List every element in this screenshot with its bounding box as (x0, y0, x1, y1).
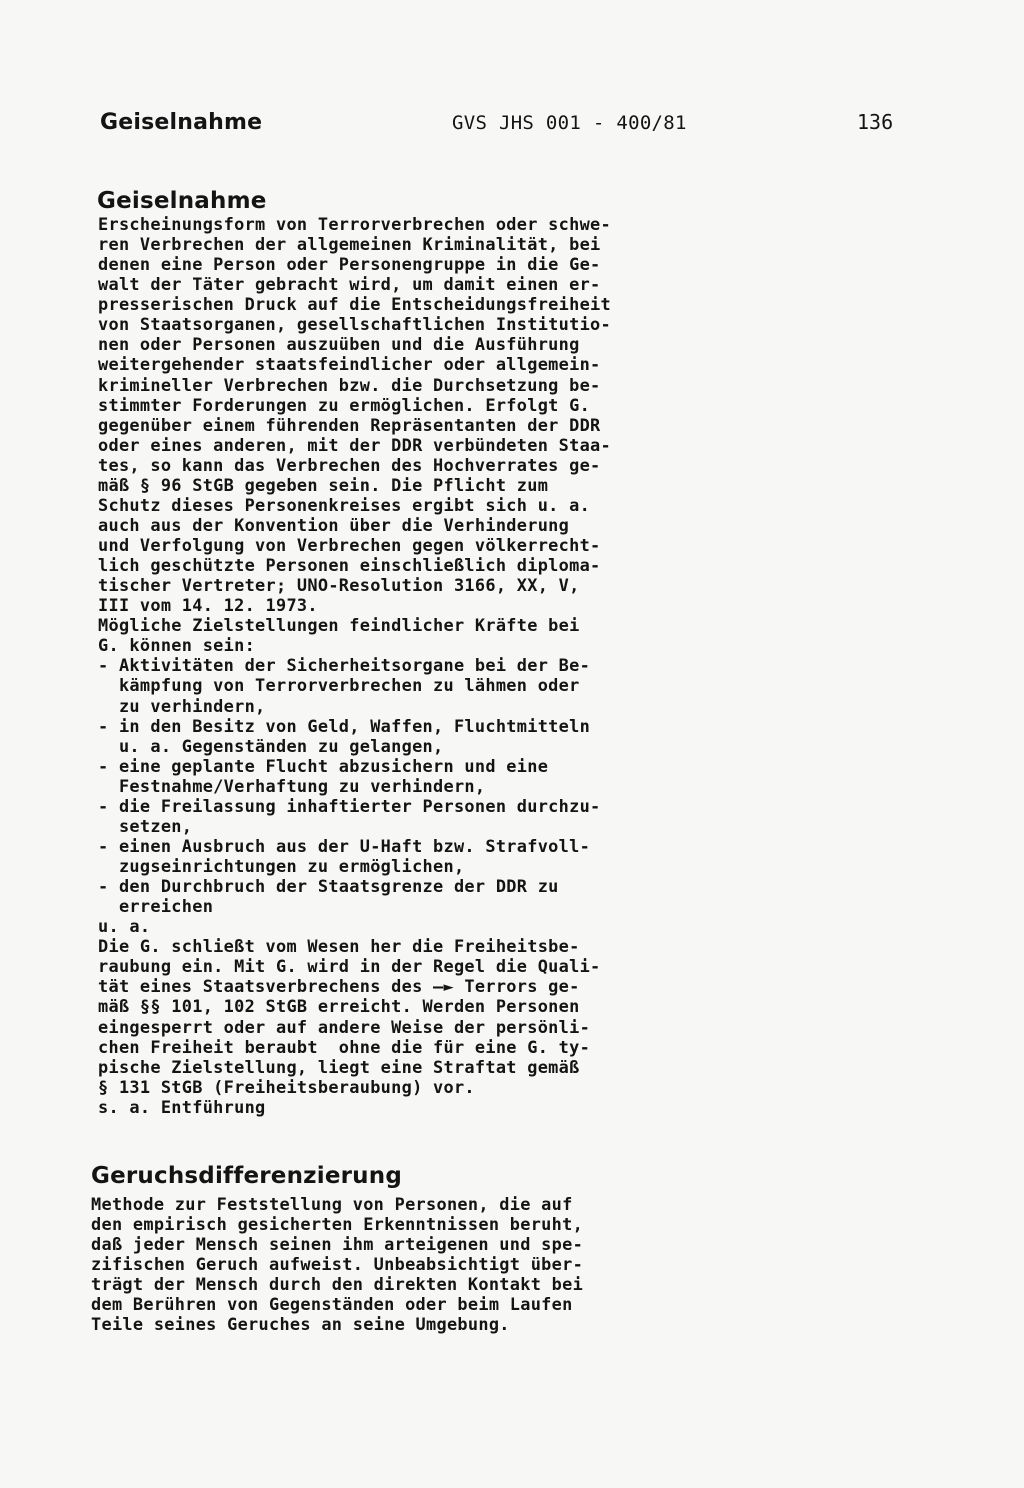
text-line: Festnahme/Verhaftung zu verhindern, (98, 775, 486, 796)
text-line: u. a. Gegenständen zu gelangen, (98, 735, 444, 756)
text-line: § 131 StGB (Freiheitsberaubung) vor. (98, 1076, 475, 1097)
text-line: Die G. schließt vom Wesen her die Freiheitsbe- (98, 936, 580, 957)
text-line: nen oder Personen auszuüben und die Ausführung (98, 334, 580, 355)
text-line: tes, so kann das Verbrechen des Hochverrates ge- (98, 454, 601, 475)
text-line: tät eines Staatsverbrechens des —► Terrors ge- (98, 976, 580, 997)
text-line: oder eines anderen, mit der DDR verbündeten Staa- (98, 434, 611, 455)
text-line: Mögliche Zielstellungen feindlicher Kräfte bei (98, 615, 580, 636)
text-line: von Staatsorganen, gesellschaftlichen Institutio- (98, 314, 611, 335)
text-line: krimineller Verbrechen bzw. die Durchsetzung be- (98, 374, 601, 395)
text-line: gegenüber einem führenden Repräsentanten der DDR (98, 414, 601, 435)
text-line: stimmter Forderungen zu ermöglichen. Erfolgt G. (98, 394, 591, 415)
text-line: dem Berühren von Gegenständen oder beim Laufen (91, 1294, 573, 1315)
text-line: raubung ein. Mit G. wird in der Regel die Quali- (98, 956, 601, 977)
text-line: - Aktivitäten der Sicherheitsorgane bei der Be- (98, 655, 591, 676)
text-line: - die Freilassung inhaftierter Personen durchzu- (98, 795, 601, 816)
text-line: eingesperrt oder auf andere Weise der persönli- (98, 1016, 591, 1037)
text-line: - eine geplante Flucht abzusichern und eine (98, 755, 549, 776)
text-line: denen eine Person oder Personengruppe in die Ge- (98, 254, 601, 275)
entry-body (98, 214, 611, 1117)
text-line: weitergehender staatsfeindlicher oder allgemein- (98, 354, 601, 375)
text-line: zifischen Geruch aufweist. Unbeabsichtigt über- (91, 1254, 584, 1275)
text-line: zugseinrichtungen zu ermöglichen, (98, 856, 465, 876)
text-line: Schutz dieses Personenkreises ergibt sich u. a. (98, 494, 591, 515)
text-line: u. a. (98, 916, 151, 937)
text-line: III vom 14. 12. 1973. (98, 595, 318, 616)
entry-title: Geruchsdifferenzierung (91, 1163, 402, 1189)
text-line: daß jeder Mensch seinen ihm arteigenen und spe- (91, 1234, 584, 1255)
text-line: Teile seines Geruches an seine Umgebung. (91, 1314, 510, 1335)
page-number: 136 (857, 110, 894, 134)
text-line: zu verhindern, (98, 695, 266, 716)
text-line: - in den Besitz von Geld, Waffen, Fluchtmitteln (98, 715, 591, 736)
text-line: und Verfolgung von Verbrechen gegen völkerrecht- (98, 535, 601, 555)
text-line: Erscheinungsform von Terrorverbrechen oder schwe- (98, 214, 611, 234)
header-document-code: GVS JHS 001 - 400/81 (452, 112, 687, 134)
text-line: tischer Vertreter; UNO-Resolution 3166, XX, V, (98, 575, 580, 596)
text-line: trägt der Mensch durch den direkten Kontakt bei (91, 1274, 584, 1295)
text-line: - den Durchbruch der Staatsgrenze der DDR zu (98, 876, 559, 897)
text-line: Methode zur Feststellung von Personen, die auf (91, 1194, 573, 1214)
text-line: presserischen Druck auf die Entscheidungsfreiheit (98, 294, 611, 315)
text-line: kämpfung von Terrorverbrechen zu lähmen oder (98, 675, 580, 696)
text-line: walt der Täter gebracht wird, um damit einen er- (98, 274, 601, 295)
text-line: auch aus der Konvention über die Verhinderung (98, 514, 570, 535)
text-line: erreichen (98, 896, 214, 917)
text-line: lich geschützte Personen einschließlich diploma- (98, 555, 601, 576)
text-line: mäß § 96 StGB gegeben sein. Die Pflicht zum (98, 474, 549, 495)
text-line: setzen, (98, 815, 193, 836)
entry-title: Geiselnahme (97, 188, 267, 214)
entry-body (91, 1194, 583, 1334)
text-line: mäß §§ 101, 102 StGB erreicht. Werden Personen (98, 996, 580, 1017)
header-keyword: Geiselnahme (100, 110, 263, 135)
text-line: ren Verbrechen der allgemeinen Kriminalität, bei (98, 234, 601, 255)
text-line: s. a. Entführung (98, 1096, 266, 1117)
text-line: G. können sein: (98, 635, 256, 656)
text-line: - einen Ausbruch aus der U-Haft bzw. Strafvoll- (98, 835, 591, 856)
text-line: pische Zielstellung, liegt eine Straftat gemäß (98, 1056, 580, 1077)
text-line: den empirisch gesicherten Erkenntnissen beruht, (91, 1214, 584, 1235)
text-line: chen Freiheit beraubt ohne die für eine G. ty- (98, 1036, 591, 1057)
